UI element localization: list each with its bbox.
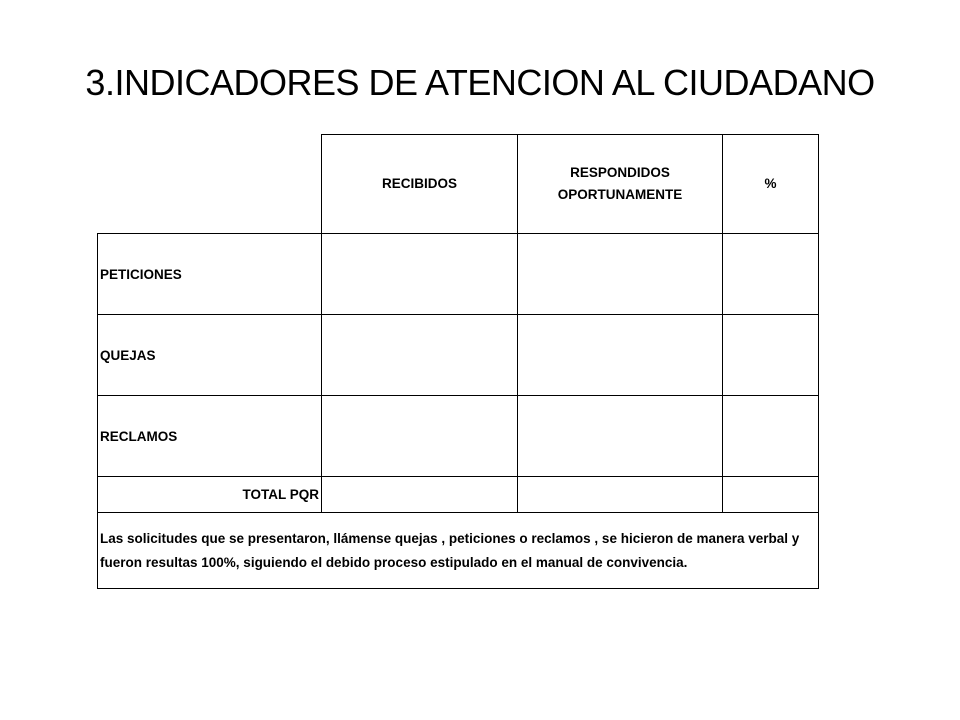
- cell-peticiones-recibidos: [322, 234, 518, 315]
- cell-total-porcentaje: [723, 477, 819, 513]
- row-label-quejas: QUEJAS: [98, 315, 322, 396]
- indicators-table: [97, 134, 819, 589]
- table-total-row: [98, 477, 819, 513]
- cell-peticiones-respondidos: [518, 234, 723, 315]
- table-note-row: [98, 513, 819, 589]
- header-respondidos-oportunamente: RESPONDIDOS OPORTUNAMENTE: [518, 135, 723, 234]
- cell-quejas-porcentaje: [723, 315, 819, 396]
- cell-quejas-respondidos: [518, 315, 723, 396]
- cell-reclamos-porcentaje: [723, 396, 819, 477]
- cell-peticiones-porcentaje: [723, 234, 819, 315]
- table-row: [98, 315, 819, 396]
- table-header-row: [98, 135, 819, 234]
- cell-reclamos-recibidos: [322, 396, 518, 477]
- row-label-reclamos: RECLAMOS: [98, 396, 322, 477]
- note-text: Las solicitudes que se presentaron, llámense quejas , peticiones o reclamos , se hicieron de manera verbal y fueron resultas 100%, siguiendo el debido proceso estipulado en el manual de convivencia.: [98, 513, 819, 589]
- cell-total-recibidos: [322, 477, 518, 513]
- cell-reclamos-respondidos: [518, 396, 723, 477]
- header-porcentaje: %: [723, 135, 819, 234]
- cell-total-respondidos: [518, 477, 723, 513]
- page-title: 3.INDICADORES DE ATENCION AL CIUDADANO: [85, 62, 875, 103]
- empty-corner-cell: [98, 135, 322, 234]
- row-label-total-pqr: TOTAL PQR: [98, 477, 322, 513]
- cell-quejas-recibidos: [322, 315, 518, 396]
- header-recibidos: RECIBIDOS: [322, 135, 518, 234]
- row-label-peticiones: PETICIONES: [98, 234, 322, 315]
- table-row: [98, 234, 819, 315]
- table-row: [98, 396, 819, 477]
